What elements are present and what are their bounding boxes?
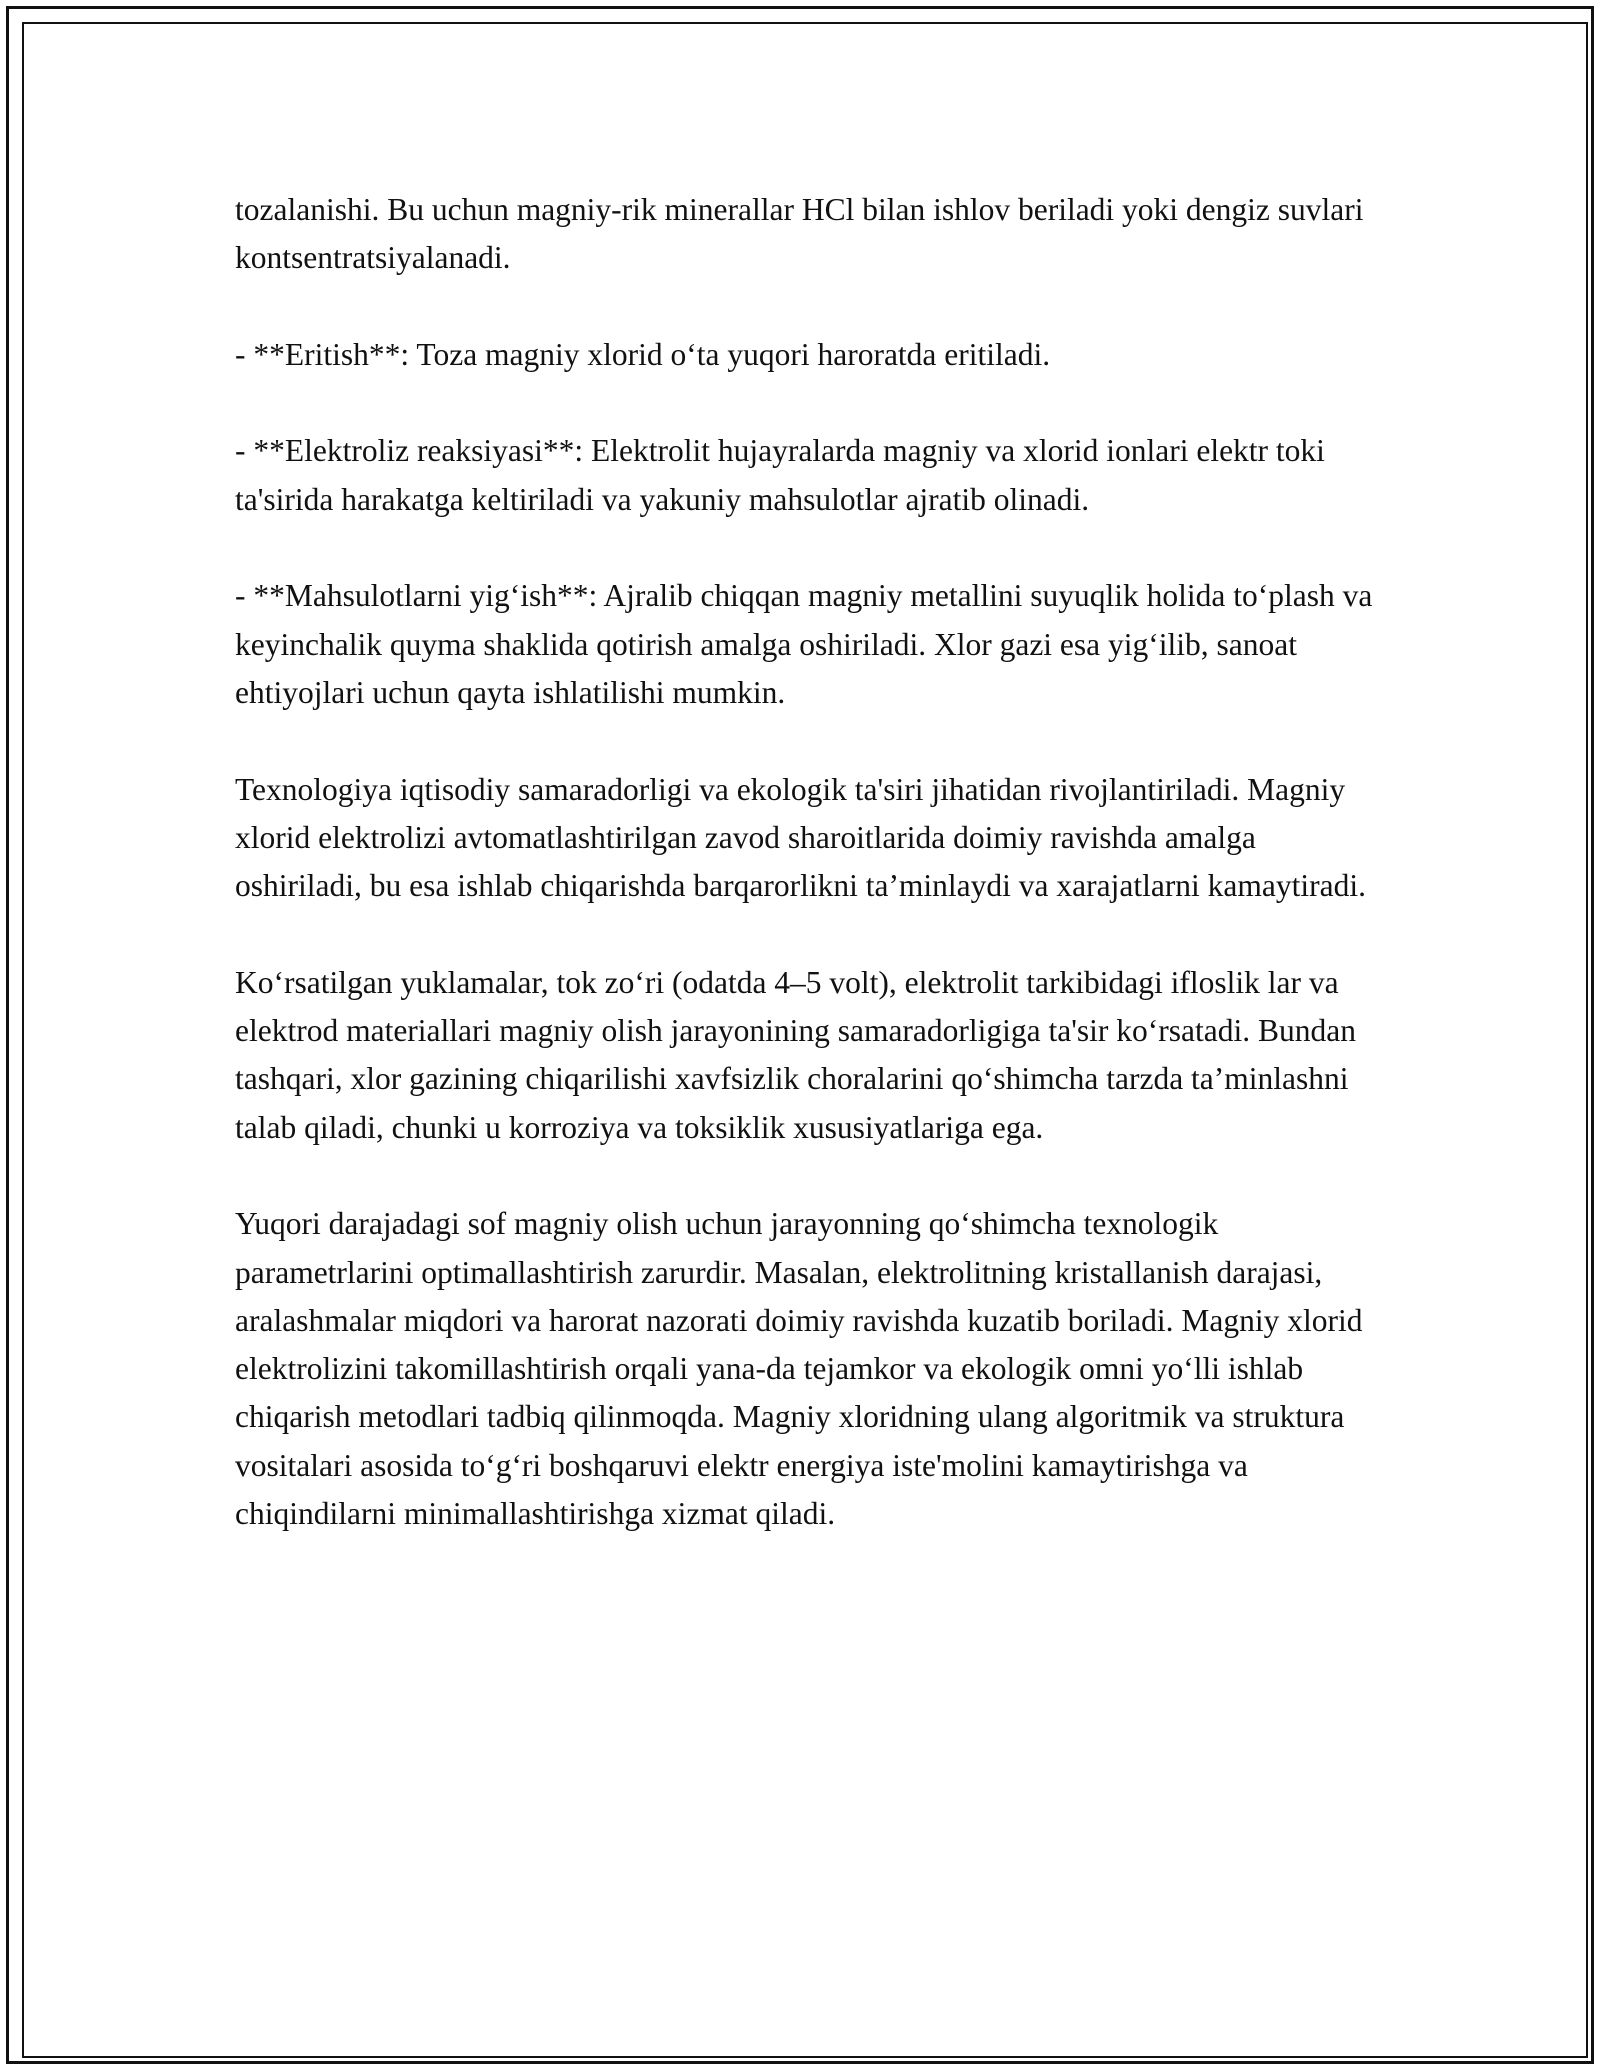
paragraph-electrolysis-reaction: - **Elektroliz reaksiyasi**: Elektrolit hujayralarda magniy va xlorid ionlari elektr toki ta'sirida harakatga keltiriladi va yakuniy mahsulotlar ajratib olinadi.: [235, 433, 1325, 517]
paragraph-loads-and-safety: Ko‘rsatilgan yuklamalar, tok zo‘ri (odatda 4–5 volt), elektrolit tarkibidagi ifloslik lar va elektrod materiallari magniy olish jarayonining samaradorligiga ta'sir ko‘rsatadi. Bundan tashqari, xlor gazining chiqarilishi xavfsizlik choralarini qo‘shimcha tarzda ta’minlashni talab qiladi, chunki u korroziya va toksiklik xususiyatlariga ega.: [235, 964, 1356, 1145]
paragraph-product-collection: - **Mahsulotlarni yig‘ish**: Ajralib chiqqan magniy metallini suyuqlik holida to‘plash va keyinchalik quyma shaklida qotirish amalga oshiriladi. Xlor gazi esa yig‘ilib, sanoat ehtiyojlari uchun qayta ishlatilishi mumkin.: [235, 578, 1373, 710]
paragraph-melting: - **Eritish**: Toza magniy xlorid o‘ta yuqori haroratda eritiladi.: [235, 336, 1051, 372]
document-body: [235, 186, 1375, 1587]
paragraph-technology-efficiency: Texnologiya iqtisodiy samaradorligi va ekologik ta'siri jihatidan rivojlantiriladi. Magniy xlorid elektrolizi avtomatlashtirilgan zavod sharoitlarida doimiy ravishda amalga oshiriladi, bu esa ishlab chiqarishda barqarorlikni ta’minlaydi va xarajatlarni kamaytiradi.: [235, 771, 1367, 904]
paragraph-purification: tozalanishi. Bu uchun magniy-rik minerallar HCl bilan ishlov beriladi yoki dengiz suvlari kontsentratsiyalanadi.: [235, 192, 1364, 276]
paragraph-high-purity-optimization: Yuqori darajadagi sof magniy olish uchun jarayonning qo‘shimcha texnologik parametrlarini optimallashtirish zarurdir. Masalan, elektrolitning kristallanish darajasi, aralashmalar miqdori va harorat nazorati doimiy ravishda kuzatib boriladi. Magniy xlorid elektrolizini takomillashtirish orqali yana-da tejamkor va ekologik omni yo‘lli ishlab chiqarish metodlari tadbiq qilinmoqda. Magniy xloridning ulang algoritmik va struktura vositalari asosida to‘g‘ri boshqaruvi elektr energiya iste'molini kamaytirishga va chiqindilarni minimallashtirishga xizmat qiladi.: [235, 1206, 1363, 1532]
